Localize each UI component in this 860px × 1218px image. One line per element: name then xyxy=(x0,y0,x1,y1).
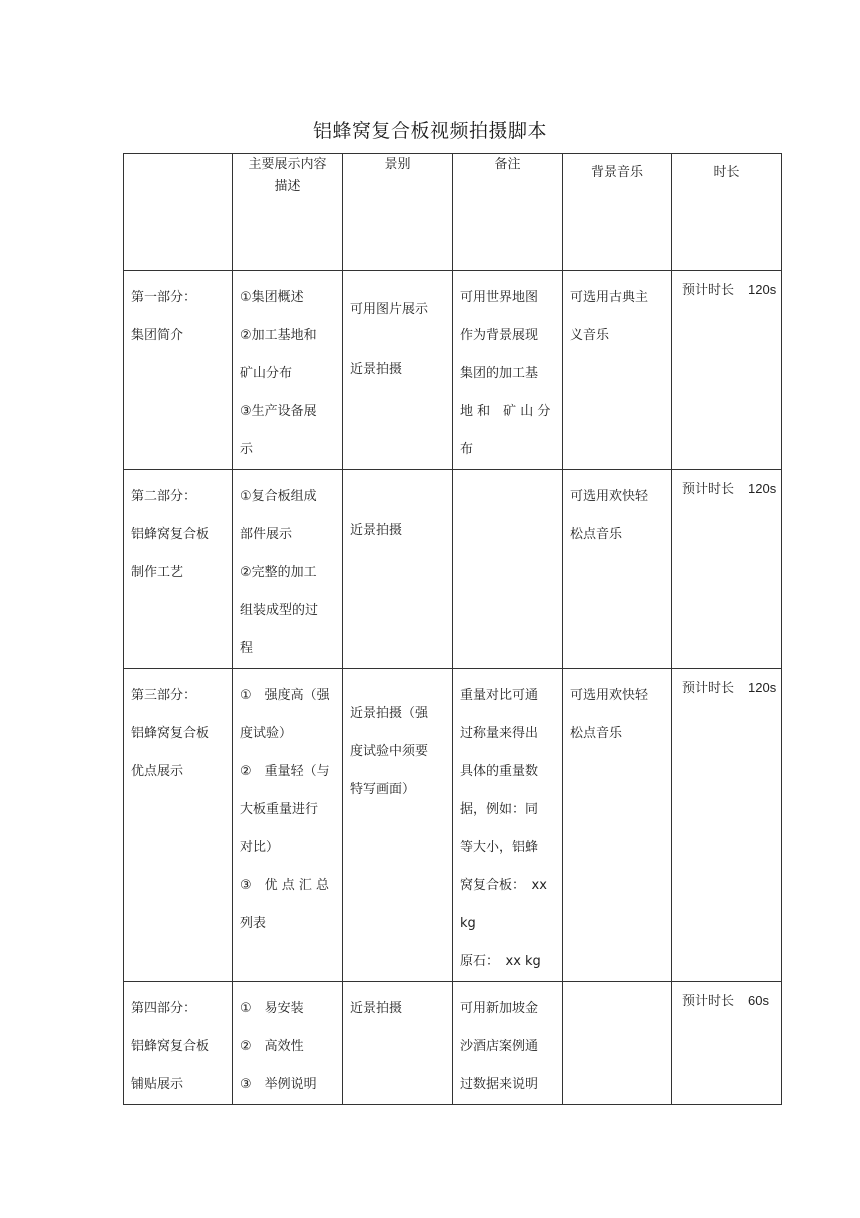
duration-value: 120s xyxy=(748,481,777,496)
duration-value: 120s xyxy=(748,680,777,695)
duration-value: 120s xyxy=(748,282,777,297)
table-row xyxy=(124,470,782,669)
table-row xyxy=(124,982,782,1105)
content-cell: ① 易安装 ② 高效性 ③ 举例说明 xyxy=(233,982,343,1105)
music-cell: 可选用欢快轻 松点音乐 xyxy=(563,669,672,982)
header-part xyxy=(124,154,233,271)
duration-cell xyxy=(672,669,782,982)
document-title: 铝蜂窝复合板视频拍摄脚本 xyxy=(312,120,547,142)
music-cell: 可选用古典主 义音乐 xyxy=(563,271,672,470)
note-cell: 可用世界地图 作为背景展现 集团的加工基 地 和 矿 山 分 布 xyxy=(453,271,563,470)
content-cell: ①复合板组成 部件展示 ②完整的加工 组装成型的过 程 xyxy=(233,470,343,669)
part-cell: 第三部分： 铝蜂窝复合板 优点展示 xyxy=(124,669,233,982)
part-cell: 第四部分： 铝蜂窝复合板 铺贴展示 xyxy=(124,982,233,1105)
duration-cell xyxy=(672,271,782,470)
header-music: 背景音乐 xyxy=(563,154,672,271)
table-row xyxy=(124,271,782,470)
note-cell: 重量对比可通 过称量来得出 具体的重量数 据，例如：同 等大小，铝蜂 窝复合板： xx kg 原石： xx kg xyxy=(453,669,563,982)
shot-cell: 近景拍摄 xyxy=(343,470,453,669)
duration-label: 预计时长 xyxy=(682,482,735,497)
duration-label: 预计时长 xyxy=(682,681,735,696)
shot-cell: 近景拍摄 xyxy=(343,982,453,1105)
header-duration: 时长 xyxy=(672,154,782,271)
duration-cell xyxy=(672,982,782,1105)
header-row xyxy=(124,154,782,271)
music-cell xyxy=(563,982,672,1105)
part-cell: 第一部分： 集团简介 xyxy=(124,271,233,470)
shot-cell: 可用图片展示 近景拍摄 xyxy=(343,271,453,470)
part-cell: 第二部分： 铝蜂窝复合板 制作工艺 xyxy=(124,470,233,669)
header-note: 备注 xyxy=(453,154,563,271)
script-table xyxy=(123,153,782,1105)
header-shot: 景别 xyxy=(343,154,453,271)
music-cell: 可选用欢快轻 松点音乐 xyxy=(563,470,672,669)
note-cell: 可用新加坡金 沙酒店案例通 过数据来说明 xyxy=(453,982,563,1105)
duration-cell xyxy=(672,470,782,669)
shot-cell: 近景拍摄（强 度试验中须要 特写画面） xyxy=(343,669,453,982)
duration-value: 60s xyxy=(748,993,769,1008)
duration-label: 预计时长 xyxy=(682,283,735,298)
note-cell xyxy=(453,470,563,669)
duration-label: 预计时长 xyxy=(682,994,735,1009)
table-row xyxy=(124,669,782,982)
header-content: 主要展示内容 描述 xyxy=(233,154,343,271)
content-cell: ①集团概述 ②加工基地和 矿山分布 ③生产设备展 示 xyxy=(233,271,343,470)
content-cell: ① 强度高（强 度试验） ② 重量轻（与 大板重量进行 对比） ③ 优 点 汇 总 列表 xyxy=(233,669,343,982)
